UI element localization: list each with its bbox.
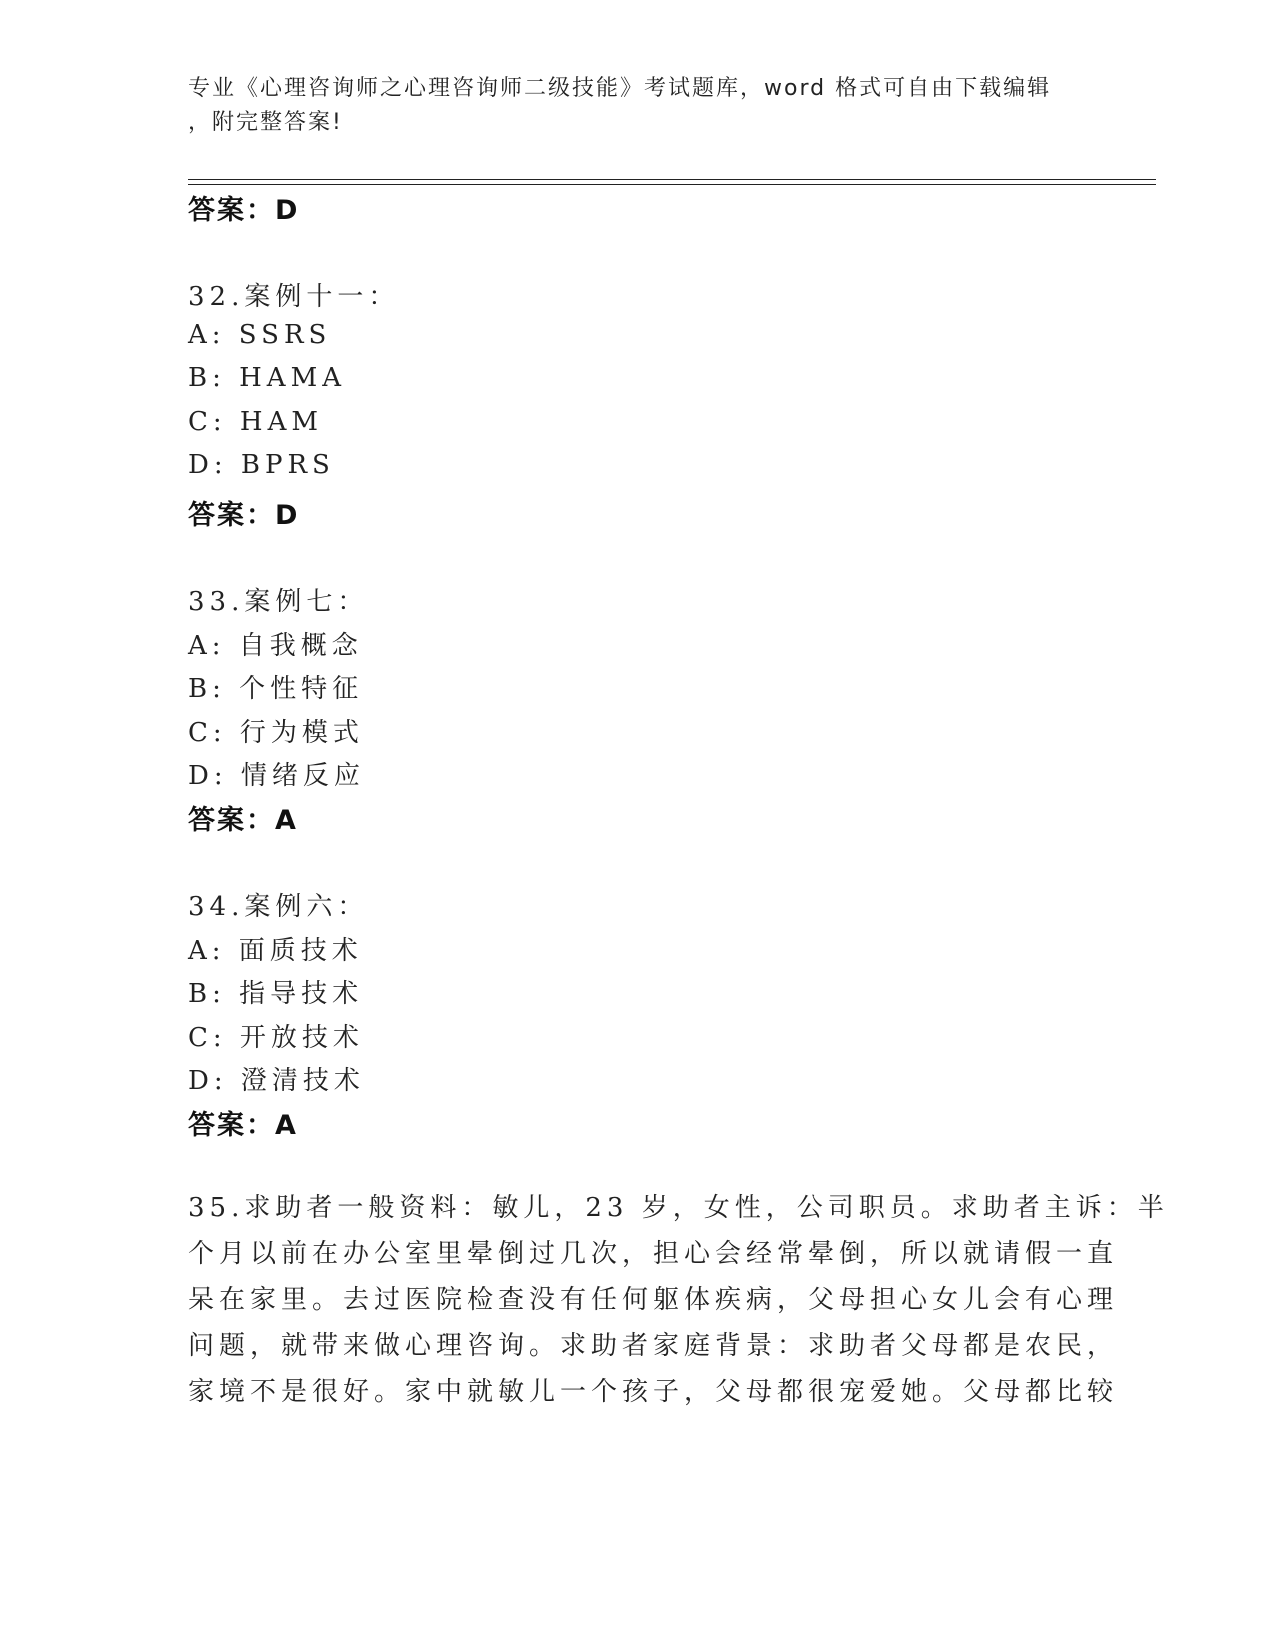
answer-32: 答案：D: [188, 500, 300, 531]
question-32-option-b: B: HAMA: [188, 363, 346, 393]
question-34-option-a: A: 面质技术: [188, 936, 363, 966]
question-32-option-d: D: BPRS: [188, 450, 335, 480]
answer-31: 答案：D: [188, 195, 300, 226]
answer-33: 答案：A: [188, 805, 298, 836]
question-33-option-d: D: 情绪反应: [188, 761, 365, 791]
question-33-option-c: C: 行为模式: [188, 718, 364, 748]
header-line-1: 专业《心理咨询师之心理咨询师二级技能》考试题库，word 格式可自由下载编辑: [188, 76, 1052, 101]
header-divider-bottom: [188, 184, 1156, 185]
question-35-line-4: 问题，就带来做心理咨询。求助者家庭背景：求助者父母都是农民，: [188, 1331, 1119, 1361]
question-33-title: 33.案例七：: [188, 587, 369, 617]
question-34-option-b: B: 指导技术: [188, 979, 364, 1009]
header-divider-top: [188, 179, 1156, 180]
question-32-option-a: A: SSRS: [188, 320, 332, 350]
question-34-option-d: D: 澄清技术: [188, 1066, 365, 1096]
question-35-line-5: 家境不是很好。家中就敏儿一个孩子，父母都很宠爱她。父母都比较: [188, 1377, 1119, 1407]
question-35-paragraph: [188, 1185, 1169, 1415]
question-35-line-2: 个月以前在办公室里晕倒过几次，担心会经常晕倒，所以就请假一直: [188, 1239, 1119, 1269]
question-35-line-3: 呆在家里。去过医院检查没有任何躯体疾病，父母担心女儿会有心理: [188, 1285, 1119, 1315]
question-32-title: 32.案例十一：: [188, 282, 400, 312]
question-32-option-c: C: HAM: [188, 407, 323, 437]
answer-34: 答案：A: [188, 1110, 298, 1141]
question-35-line-1: 35.求助者一般资料：敏儿，23 岁，女性，公司职员。求助者主诉：半: [188, 1193, 1169, 1223]
question-33-option-b: B: 个性特征: [188, 674, 364, 704]
question-34-title: 34.案例六：: [188, 892, 369, 922]
question-34-option-c: C: 开放技术: [188, 1023, 364, 1053]
question-33-option-a: A: 自我概念: [188, 631, 363, 661]
header-line-2: ，附完整答案!: [188, 110, 343, 135]
document-header: [188, 72, 1108, 140]
